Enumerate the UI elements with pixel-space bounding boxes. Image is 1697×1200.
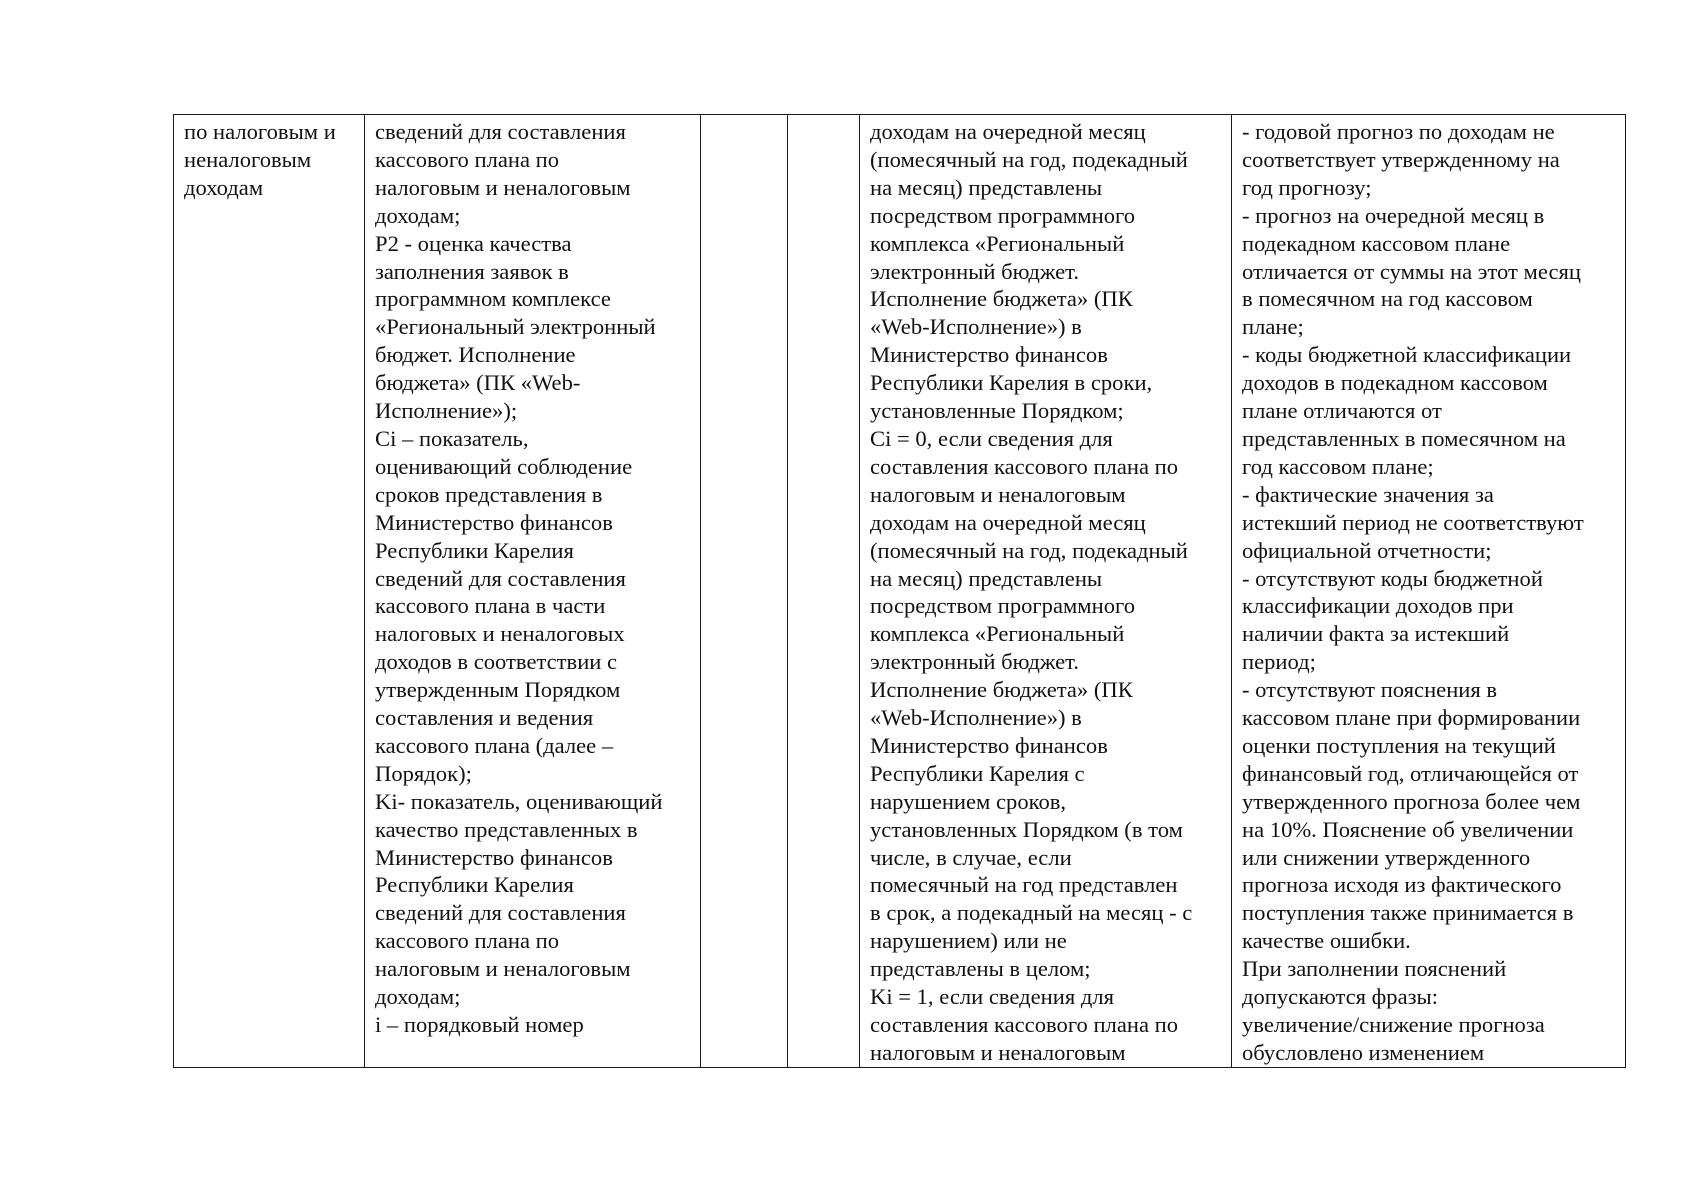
cell-text <box>870 118 1223 1067</box>
cell-line: Порядок); <box>375 760 472 786</box>
cell-line: кассового плана по <box>375 928 560 954</box>
cell-line: программном комплексе <box>375 286 611 312</box>
cell-line: плане; <box>1242 314 1304 340</box>
cell-line: помесячный на год представлен <box>870 872 1178 898</box>
cell-line: составления и ведения <box>375 705 594 731</box>
cell-line: Ci = 0, если сведения для <box>870 425 1113 451</box>
cell-line: обусловлено изменением <box>1242 1039 1485 1065</box>
cell-line: «Региональный электронный <box>375 314 656 340</box>
cell-line: P2 - оценка качества <box>375 230 572 256</box>
cell-line: плане отличаются от <box>1242 398 1442 424</box>
cell-line: сведений для составления <box>375 900 626 926</box>
cell-line: в срок, а подекадный на месяц - с <box>870 900 1193 926</box>
cell-line: доходам; <box>375 984 461 1010</box>
cell-line: на месяц) представлены <box>870 565 1103 591</box>
cell-line: увеличение/снижение прогноза <box>1242 1012 1545 1037</box>
cell-line: доходам на очередной месяц <box>870 119 1146 144</box>
cell-line: налоговым и неналоговым <box>870 1039 1126 1065</box>
cell-line: При заполнении пояснений <box>1242 956 1507 982</box>
table-cell-empty-2 <box>788 115 860 1068</box>
cell-line: составления кассового плана по <box>870 1012 1179 1037</box>
cell-line: доходов в соответствии с <box>375 649 618 675</box>
cell-line: утвержденного прогноза более чем <box>1242 788 1581 814</box>
cell-line: посредством программного <box>870 593 1135 619</box>
cell-line: наличии факта за истекший <box>1242 621 1510 647</box>
cell-line: или снижении утвержденного <box>1242 844 1531 870</box>
cell-line: на месяц) представлены <box>870 174 1103 200</box>
table-cell-empty-1 <box>701 115 788 1068</box>
cell-line: представленных в помесячном на <box>1242 425 1566 451</box>
cell-line: Министерство финансов <box>375 844 613 870</box>
cell-line: «Web-Исполнение») в <box>870 705 1082 731</box>
cell-line: официальной отчетности; <box>1242 537 1492 563</box>
cell-line: сведений для составления <box>375 119 626 144</box>
table-cell-indicator <box>174 115 365 1068</box>
cell-line: год прогнозу; <box>1242 174 1372 200</box>
cell-line: оценивающий соблюдение <box>375 453 633 479</box>
cell-line: доходам; <box>375 202 461 228</box>
cell-line: - фактические значения за <box>1242 481 1494 507</box>
cell-line: поступления также принимается в <box>1242 900 1574 926</box>
table-cell-errors <box>1232 115 1626 1068</box>
cell-line: Ki- показатель, оценивающий <box>375 788 663 814</box>
cell-line: оценки поступления на текущий <box>1242 732 1556 758</box>
cell-line: Ci – показатель, <box>375 425 529 451</box>
cell-line: отличается от суммы на этот месяц <box>1242 258 1581 284</box>
cell-line: прогноза исходя из фактического <box>1242 872 1562 898</box>
cell-line: бюджета» (ПК «Web- <box>375 370 581 396</box>
cell-line: кассового плана по <box>375 146 560 172</box>
cell-line: истекший период не соответствуют <box>1242 509 1584 535</box>
cell-line: - прогноз на очередной месяц в <box>1242 202 1545 228</box>
cell-line: нарушением сроков, <box>870 788 1067 814</box>
cell-text <box>1242 118 1617 1067</box>
cell-line: Министерство финансов <box>870 342 1108 368</box>
cell-line: установленных Порядком (в том <box>870 816 1183 842</box>
cell-line: допускаются фразы: <box>1242 984 1439 1010</box>
cell-line: установленные Порядком; <box>870 398 1124 424</box>
cell-line: налоговым и неналоговым <box>870 481 1126 507</box>
cell-line: соответствует утвержденному на <box>1242 146 1560 172</box>
table-cell-formula-description <box>365 115 701 1068</box>
cell-line: в помесячном на год кассовом <box>1242 286 1533 312</box>
cell-line: утвержденным Порядком <box>375 677 621 703</box>
table-row <box>174 115 1626 1068</box>
cell-line: - отсутствуют коды бюджетной <box>1242 565 1543 591</box>
cell-line: сведений для составления <box>375 565 626 591</box>
cell-line: на 10%. Пояснение об увеличении <box>1242 816 1574 842</box>
cell-line: Республики Карелия <box>375 872 574 898</box>
cell-line: посредством программного <box>870 202 1135 228</box>
cell-line: кассового плана в части <box>375 593 606 619</box>
cell-line: по налоговым и <box>184 119 336 144</box>
cell-line: Министерство финансов <box>870 732 1108 758</box>
cell-line: - годовой прогноз по доходам не <box>1242 119 1555 144</box>
cell-line: Исполнение»); <box>375 398 518 424</box>
cell-text <box>375 118 692 1039</box>
cell-line: финансовый год, отличающейся от <box>1242 760 1579 786</box>
cell-line: качестве ошибки. <box>1242 928 1411 954</box>
cell-line: электронный бюджет. <box>870 649 1080 675</box>
cell-line: составления кассового плана по <box>870 453 1179 479</box>
criteria-table <box>173 114 1626 1068</box>
cell-line: i – порядковый номер <box>375 1012 584 1037</box>
cell-line: заполнения заявок в <box>375 258 569 284</box>
cell-line: (помесячный на год, подекадный <box>870 537 1188 563</box>
cell-line: качество представленных в <box>375 816 638 842</box>
cell-line: «Web-Исполнение») в <box>870 314 1082 340</box>
cell-line: классификации доходов при <box>1242 593 1514 619</box>
cell-line: доходам <box>184 174 264 200</box>
cell-line: год кассовом плане; <box>1242 453 1434 479</box>
cell-line: - отсутствуют пояснения в <box>1242 677 1498 703</box>
cell-line: кассовом плане при формировании <box>1242 705 1581 731</box>
cell-line: электронный бюджет. <box>870 258 1080 284</box>
cell-line: подекадном кассовом плане <box>1242 230 1511 256</box>
cell-line: Исполнение бюджета» (ПК <box>870 677 1133 703</box>
cell-line: Республики Карелия в сроки, <box>870 370 1153 396</box>
cell-line: налоговым и неналоговым <box>375 956 631 982</box>
cell-line: Республики Карелия <box>375 537 574 563</box>
cell-line: Республики Карелия с <box>870 760 1085 786</box>
cell-line: (помесячный на год, подекадный <box>870 146 1188 172</box>
cell-line: комплекса «Региональный <box>870 230 1125 256</box>
cell-line: неналоговым <box>184 146 312 172</box>
cell-line: Министерство финансов <box>375 509 613 535</box>
cell-line: Ki = 1, если сведения для <box>870 984 1115 1010</box>
cell-line: период; <box>1242 649 1316 675</box>
cell-line: представлены в целом; <box>870 956 1091 982</box>
cell-line: числе, в случае, если <box>870 844 1072 870</box>
cell-line: сроков представления в <box>375 481 603 507</box>
cell-line: Исполнение бюджета» (ПК <box>870 286 1133 312</box>
cell-line: доходов в подекадном кассовом <box>1242 370 1548 396</box>
cell-line: доходам на очередной месяц <box>870 509 1146 535</box>
cell-line: комплекса «Региональный <box>870 621 1125 647</box>
cell-line: налоговых и неналоговых <box>375 621 625 647</box>
cell-line: нарушением) или не <box>870 928 1067 954</box>
cell-line: - коды бюджетной классификации <box>1242 342 1572 368</box>
cell-line: кассового плана (далее – <box>375 732 614 758</box>
cell-text <box>184 118 356 202</box>
table-cell-conditions <box>860 115 1232 1068</box>
cell-line: бюджет. Исполнение <box>375 342 576 368</box>
cell-line: налоговым и неналоговым <box>375 174 631 200</box>
